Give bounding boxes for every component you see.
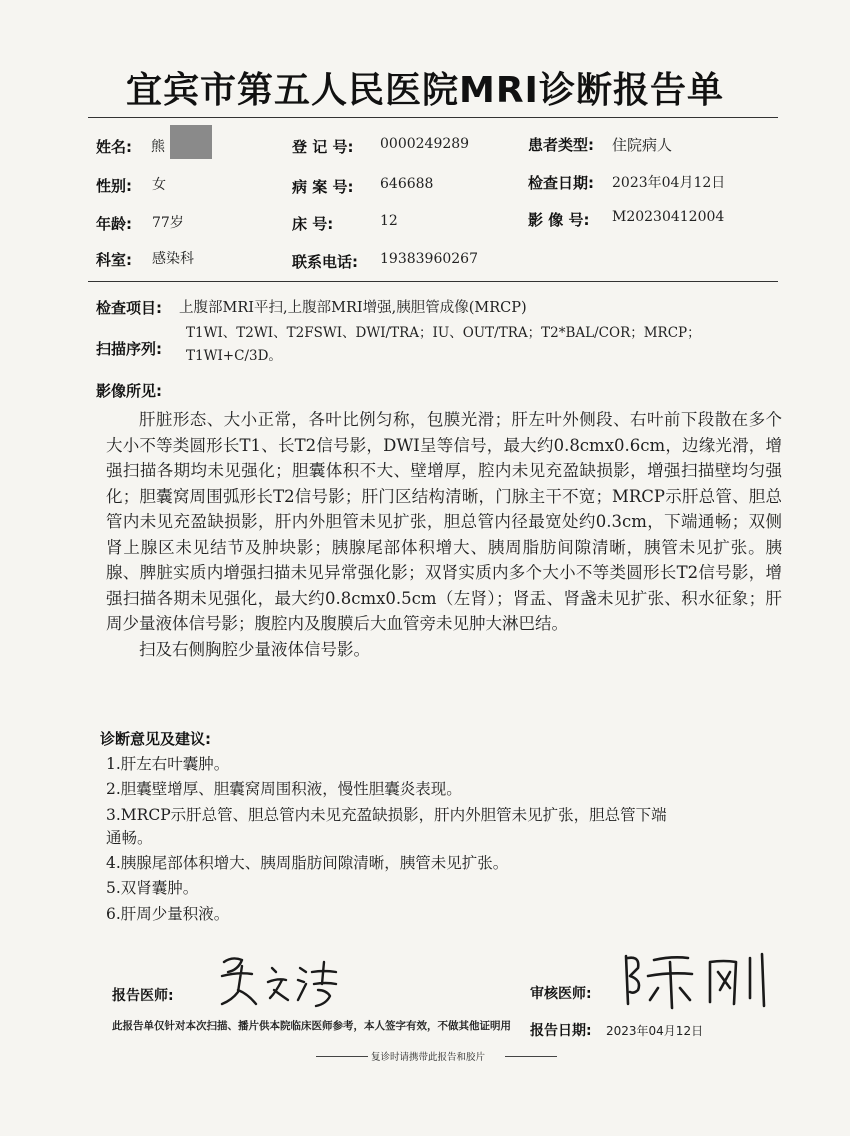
bottom-left-rule (316, 1056, 368, 1057)
report-date-value: 2023年04月12日 (606, 1024, 704, 1038)
reg-value: 0000249289 (380, 136, 470, 152)
exam-items-value: 上腹部MRI平扫,上腹部MRI增强,胰胆管成像(MRCP) (179, 300, 527, 316)
scan-seq-line2: T1WI+C/3D。 (186, 348, 282, 364)
report-doctor-label: 报告医师: (112, 988, 174, 1004)
image-no-value: M20230412004 (612, 209, 725, 225)
diagnosis-item-6: 6.肝周少量积液。 (106, 905, 230, 923)
findings-paragraph-2: 扫及右侧胸腔少量液体信号影。 (139, 639, 370, 659)
info-divider (88, 281, 778, 282)
diagnosis-item-2: 2.胆囊壁增厚、胆囊窝周围积液，慢性胆囊炎表现。 (106, 780, 462, 798)
findings-heading: 影像所见: (96, 382, 162, 400)
phone-label: 联系电话: (292, 253, 358, 271)
scan-seq-line1: T1WI、T2WI、T2FSWI、DWI/TRA；IU、OUT/TRA；T2*BAL/COR；MRCP； (186, 325, 701, 341)
review-doctor-signature (618, 948, 778, 1012)
scan-seq-label: 扫描序列: (96, 340, 162, 358)
case-label: 病 案 号: (292, 178, 354, 196)
bed-value: 12 (380, 213, 398, 229)
patient-type-label: 患者类型: (528, 136, 594, 154)
name-redaction (170, 125, 212, 159)
report-title: 宜宾市第五人民医院MRI诊断报告单 (126, 70, 724, 111)
reg-label: 登 记 号: (292, 138, 354, 156)
sex-value: 女 (152, 177, 166, 193)
diagnosis-item-4: 4.胰腺尾部体积增大、胰周脂肪间隙清晰，胰管未见扩张。 (106, 854, 509, 872)
case-value: 646688 (380, 176, 434, 192)
exam-date-value: 2023年04月12日 (612, 175, 726, 191)
name-value: 熊 (151, 139, 165, 155)
diagnosis-item-3: 3.MRCP示肝总管、胆总管内未见充盈缺损影，肝内外胆管未见扩张，胆总管下端 (106, 806, 667, 824)
age-label: 年龄: (96, 215, 132, 233)
exam-date-label: 检查日期: (528, 174, 594, 192)
sex-label: 性别: (96, 177, 132, 195)
diagnosis-item-5: 5.双肾囊肿。 (106, 879, 199, 897)
findings-paragraph-1: 肝脏形态、大小正常，各叶比例匀称，包膜光滑；肝左叶外侧段、右叶前下段散在多个大小不等类圆形长T1、长T2信号影，DWI呈等信号，最大约0.8cmx0.6cm，边缘光滑，增强扫描各期均未见强化；胆囊体积不大、壁增厚，腔内未见充盈缺损影，增强扫描壁均匀强化；胆囊窝周围弧形长T2信号影；肝门区结构清晰，门脉主干不宽；MRCP示肝总管、胆总管内未见充盈缺损影，肝内外胆管未见扩张，胆总管内径最宽处约0.3cm，下端通畅；双侧肾上腺区未见结节及肿块影；胰腺尾部体积增大、胰周脂肪间隙清晰，胰管未见扩张。胰腺、脾脏实质内增强扫描未见异常强化影；双肾实质内多个大小不等类圆形长T2信号影，增强扫描各期未见强化，最大约0.8cmx0.5cm（左肾）；肾盂、肾盏未见扩张、积水征象；肝周少量液体信号影；腹腔内及腹膜后大血管旁未见肿大淋巴结。 (106, 410, 782, 633)
review-doctor-label: 审核医师: (530, 986, 592, 1002)
dept-label: 科室: (96, 251, 132, 269)
phone-value: 19383960267 (380, 251, 478, 267)
disclaimer-text: 此报告单仅针对本次扫描、播片供本院临床医师参考，本人签字有效，不做其他证明用 (112, 1020, 511, 1032)
header-divider (88, 117, 778, 118)
dept-value: 感染科 (152, 251, 194, 267)
patient-type-value: 住院病人 (612, 136, 673, 154)
age-value: 77岁 (152, 215, 184, 231)
diagnosis-heading: 诊断意见及建议: (100, 730, 211, 748)
diagnosis-item-3-cont: 通畅。 (106, 829, 153, 847)
bottom-note: 复诊时请携带此报告和胶片 (371, 1052, 486, 1063)
diagnosis-item-1: 1.肝左右叶囊肿。 (106, 755, 230, 773)
image-no-label: 影 像 号: (528, 211, 590, 229)
exam-items-label: 检查项目: (96, 299, 162, 317)
bed-label: 床 号: (292, 215, 334, 233)
bottom-right-rule (505, 1056, 557, 1057)
findings-body (106, 407, 782, 662)
report-doctor-signature (212, 950, 352, 1012)
name-label: 姓名: (96, 138, 132, 156)
report-date-label: 报告日期: (530, 1023, 592, 1039)
